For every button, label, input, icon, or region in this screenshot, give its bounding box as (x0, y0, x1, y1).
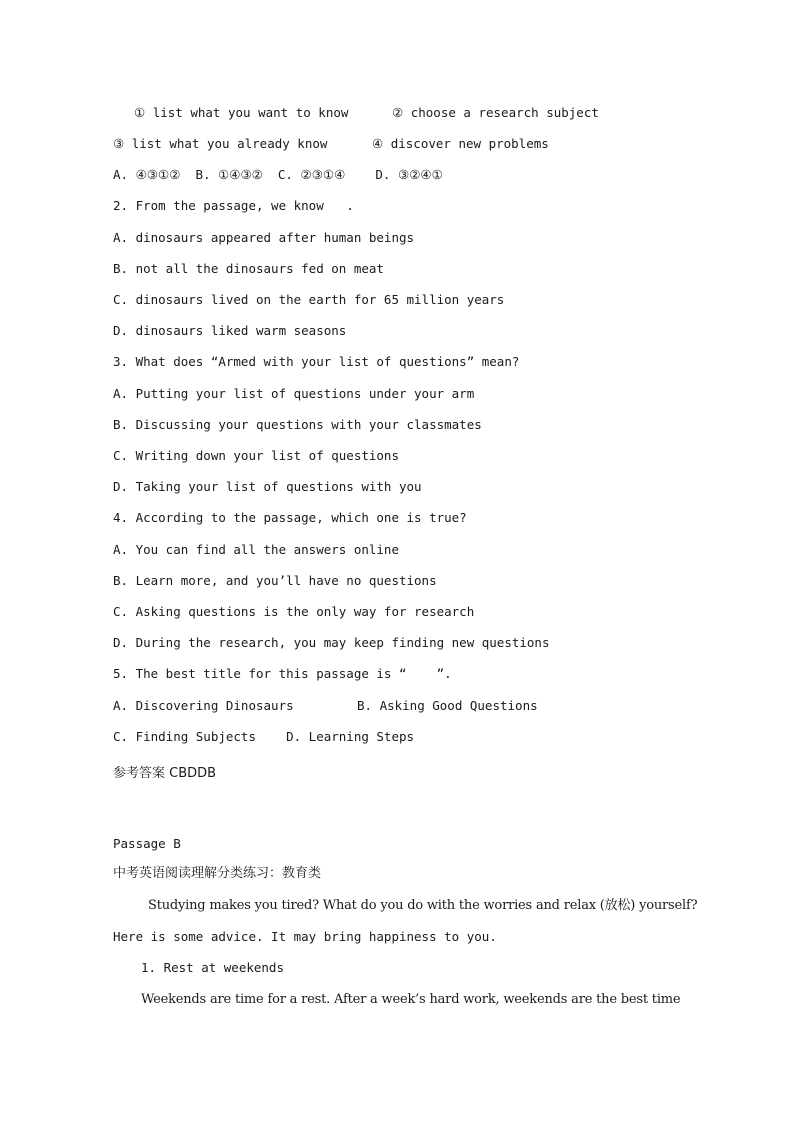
q3-option-a: A. Putting your list of questions under your arm (113, 386, 475, 401)
q3-stem: 3. What does “Armed with your list of questions” mean? (113, 354, 520, 369)
q5-option-b: B. Asking Good Questions (357, 698, 538, 713)
q1-option-1: ① list what you want to know (134, 105, 349, 120)
q3-option-c: C. Writing down your list of questions (113, 448, 399, 463)
passage-b-intro-line-1: Studying makes you tired? What do you do with the worries and relax (放松) yourself? (148, 898, 698, 913)
q1-option-2: ② choose a research subject (392, 105, 599, 120)
q3-option-b: B. Discussing your questions with your classmates (113, 417, 482, 432)
q3-option-d: D. Taking your list of questions with you (113, 479, 422, 494)
q1-option-4: ④ discover new problems (372, 136, 549, 151)
passage-b-heading-1: 1. Rest at weekends (141, 960, 284, 975)
passage-b-intro-line-2: Here is some advice. It may bring happiness to you. (113, 929, 497, 944)
q4-option-b: B. Learn more, and you’ll have no questions (113, 573, 437, 588)
q5-option-a: A. Discovering Dinosaurs (113, 698, 294, 713)
q5-stem: 5. The best title for this passage is “ ”. (113, 666, 452, 681)
q4-option-a: A. You can find all the answers online (113, 542, 399, 557)
passage-b-paragraph-1: Weekends are time for a rest. After a week’s hard work, weekends are the best time (141, 992, 681, 1007)
q4-option-d: D. During the research, you may keep finding new questions (113, 635, 550, 650)
q2-option-d: D. dinosaurs liked warm seasons (113, 323, 347, 338)
passage-b-subtitle: 中考英语阅读理解分类练习：教育类 (113, 866, 322, 881)
q1-option-3: ③ list what you already know (113, 136, 328, 151)
q2-option-c: C. dinosaurs lived on the earth for 65 million years (113, 292, 505, 307)
q2-option-a: A. dinosaurs appeared after human beings (113, 230, 415, 245)
q4-stem: 4. According to the passage, which one is true? (113, 510, 467, 525)
q2-stem: 2. From the passage, we know . (113, 198, 354, 213)
q4-option-c: C. Asking questions is the only way for research (113, 604, 475, 619)
answer-key: 参考答案 CBDDB (113, 766, 217, 781)
passage-b-title: Passage B (113, 836, 181, 851)
q1-answer-choices: A. ④③①② B. ①④③② C. ②③①④ D. ③②④① (113, 167, 443, 182)
q5-options-c-d: C. Finding Subjects D. Learning Steps (113, 729, 415, 744)
q2-option-b: B. not all the dinosaurs fed on meat (113, 261, 384, 276)
